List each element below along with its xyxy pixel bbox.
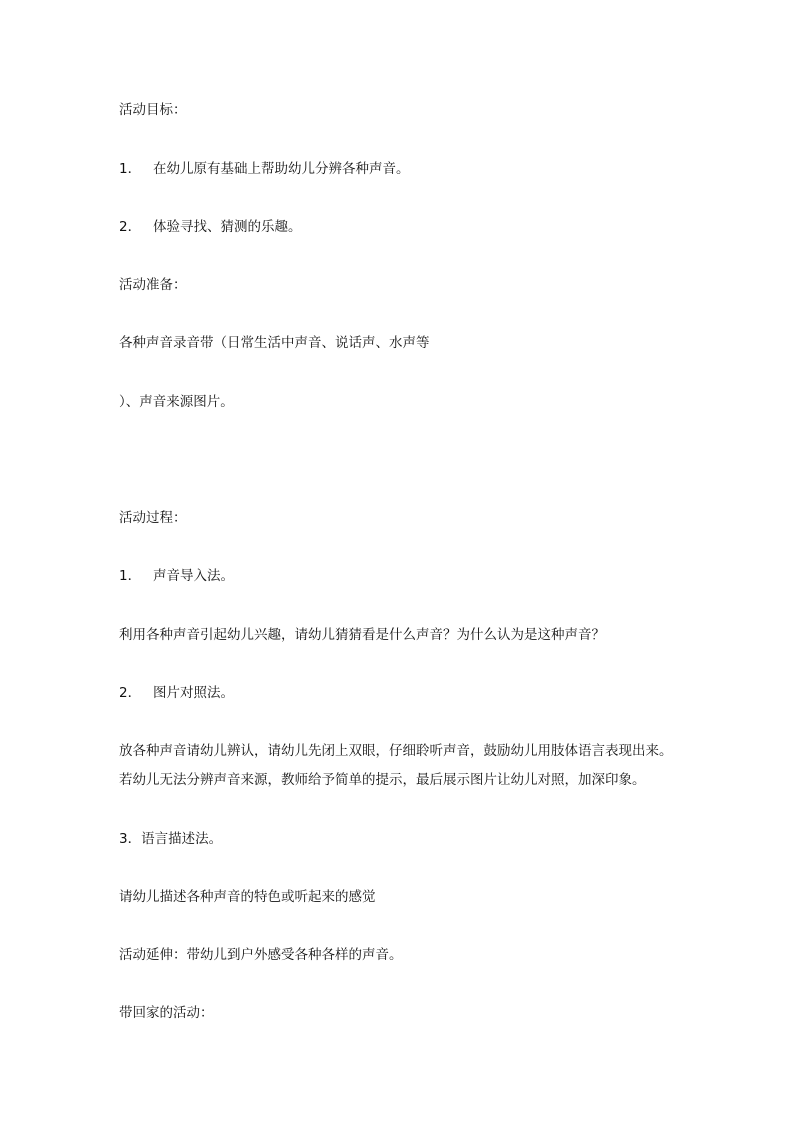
step-2-body: 放各种声音请幼儿辨认，请幼儿先闭上双眼，仔细聆听声音，鼓励幼儿用肢体语言表现出来。若幼儿无法分辨声音来源，教师给予简单的提示，最后展示图片让幼儿对照，加深印象。 (119, 743, 673, 788)
step-1-number: 1． (119, 568, 142, 584)
home-heading: 带回家的活动： (119, 1005, 214, 1021)
step-3-text: 语言描述法。 (141, 831, 223, 847)
step-item-3 (119, 829, 222, 849)
step-2-number: 2． (119, 685, 142, 701)
prep-line-2: ）、声音来源图片。 (119, 394, 234, 410)
goal-item-2 (119, 217, 302, 237)
process-heading: 活动过程： (119, 510, 187, 526)
prep-heading: 活动准备： (119, 277, 187, 293)
step-item-2 (119, 683, 234, 703)
step-3-number: 3． (119, 831, 142, 847)
step-item-1 (119, 566, 234, 586)
goal-1-number: 1． (119, 161, 142, 177)
prep-line-1: 各种声音录音带（日常生活中声音、说话声、水声等 (119, 335, 430, 351)
step-3-body: 请幼儿描述各种声音的特色或听起来的感觉 (119, 889, 376, 905)
step-2-text: 图片对照法。 (153, 685, 234, 701)
goal-1-text: 在幼儿原有基础上帮助幼儿分辨各种声音。 (153, 161, 410, 177)
goal-2-number: 2． (119, 219, 142, 235)
step-1-text: 声音导入法。 (153, 568, 234, 584)
step-1-body: 利用各种声音引起幼儿兴趣，请幼儿猜猜看是什么声音？为什么认为是这种声音？ (119, 627, 605, 643)
goal-item-1 (119, 159, 410, 179)
extension-line: 活动延伸：带幼儿到户外感受各种各样的声音。 (119, 947, 403, 963)
goals-heading: 活动目标： (119, 102, 187, 118)
goal-2-text: 体验寻找、猜测的乐趣。 (153, 219, 302, 235)
